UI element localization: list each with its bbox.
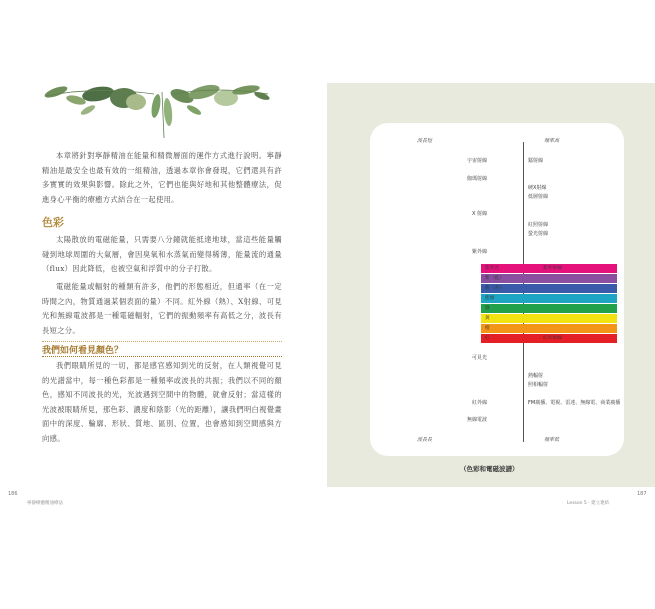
band-label: 橙 <box>485 326 490 331</box>
label-radio-waves: 無線電波 <box>466 417 487 423</box>
band-orange <box>481 324 617 333</box>
band-label: 紅 <box>485 336 490 341</box>
label-high-frequency: 頻率高 <box>544 138 560 144</box>
label-visible-light: 可見光 <box>471 355 487 361</box>
label-ultraviolet: 紫外線 <box>471 249 487 255</box>
label-long-wavelength: 波長長 <box>417 437 433 443</box>
section-heading-how-we-see: 我們如何看見顏色？ <box>42 346 124 356</box>
band-indigo <box>481 284 617 293</box>
label-right-uv-b: 螢光射線 <box>528 231 549 237</box>
heading-divider-bottom <box>42 356 282 357</box>
band-extra-label: 紫外射線 <box>543 266 562 271</box>
heading-divider-top <box>42 341 282 342</box>
band-label: 紫（藍） <box>485 276 504 281</box>
spectrum-diagram <box>370 123 624 456</box>
section-heading-color: 色彩 <box>42 216 64 229</box>
label-right-soft-xray: 低層射線 <box>528 194 549 200</box>
band-label: 藍綠 <box>485 296 495 301</box>
label-infrared: 紅外線 <box>471 400 487 406</box>
band-label: 綠 <box>485 306 490 311</box>
left-page <box>0 0 327 609</box>
page-number-right: 187 <box>637 491 647 497</box>
label-short-wavelength: 波長短 <box>417 138 433 144</box>
page-number-left: 186 <box>8 491 18 497</box>
band-label: 藍（青） <box>485 286 504 291</box>
color-paragraph-2: 電磁能量或輻射的種類有許多，他們的形態相近，但通率（在一定時間之內，物質通過某個表面的量）不同。紅外線（熱）、X射線、可見光和無線電波都是一種電磁輻射，它們的振動頻率有高低之分，波長有長短之分。 <box>42 282 282 335</box>
intro-paragraph: 本章將針對寧靜精油在能量和精微層面的運作方式進行說明。寧靜精油是最安全也最有效的一組精油，透過本章你會發現，它們還具有許多實實的效果與影響。除此之外，它們也能與好地和其他整體療法，促進身心平衡的療癒方式結合在一起使用。 <box>42 151 282 204</box>
band-violet <box>481 274 617 283</box>
label-right-uv-a: 紅照射線 <box>528 222 549 228</box>
band-extra-label: 紅外射線 <box>543 336 562 341</box>
label-right-cosmic: 鐳射線 <box>528 158 544 164</box>
label-low-frequency: 頻率低 <box>544 437 560 443</box>
band-red <box>481 334 617 343</box>
footer-lesson: Lesson 5 ‧ 建立連結 <box>567 501 610 506</box>
band-ultraviolet <box>481 264 617 273</box>
foliage-illustration <box>36 82 272 140</box>
band-blue-green <box>481 294 617 303</box>
right-page <box>327 83 655 487</box>
seeing-paragraph: 我們眼睛所見的一切，都是感官感知到光的反射，在人類視覺可見的光譜當中，每一種色彩都是一種頻率或波長的共振；我們以不同的顏色，感知不同波長的光，光波遇到空間中的物體，就會反射；當這樣的光波被眼睛所見，那色彩、濃度和陰影（光的距離），讓我們明白視覺畫面中的深度、輪廓、形狀、質地、區別、位置，也會感知到空間感與方向感。 <box>42 361 282 443</box>
band-green <box>481 304 617 313</box>
figure-caption: （色彩和電磁波譜） <box>460 465 519 473</box>
label-cosmic-rays: 宇宙射線 <box>466 158 487 164</box>
label-right-ir-a: 熱輻射 <box>528 373 544 379</box>
label-right-ir-b: 照相輻射 <box>528 382 549 388</box>
band-yellow <box>481 314 617 323</box>
label-right-hard-xray: 硬X射線 <box>528 185 547 191</box>
color-paragraph-1: 太陽散放的電磁能量，只需要八分鐘就能抵達地球，當這些能量觸碰到地球周圍的大氣層，會因臭氧和水蒸氣而變得稀薄，能量流的通量（flux）因此降低，也被空氣和浮質中的分子打散。 <box>42 235 282 274</box>
band-label: 黃 <box>485 316 490 321</box>
label-right-radio: FM廣播、電視、雷達、無線電、商業廣播 <box>528 400 621 406</box>
band-label: 紫外光 <box>485 266 500 271</box>
footer-book-title: 寧靜療癒精油療法 <box>27 501 63 506</box>
label-x-rays: X 射線 <box>471 211 487 217</box>
label-gamma-rays: 伽瑪射線 <box>466 176 487 182</box>
